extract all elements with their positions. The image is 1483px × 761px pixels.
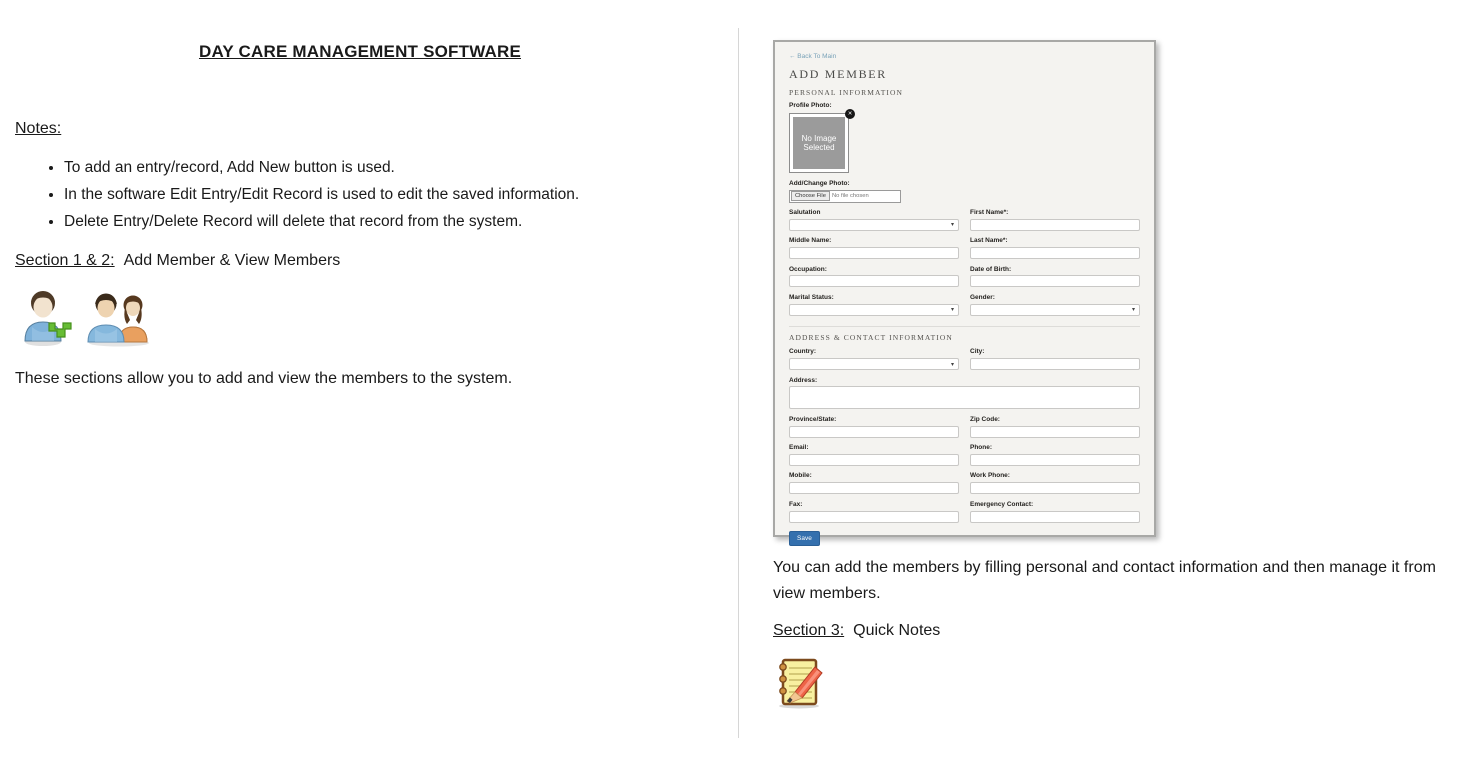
add-member-icon [20, 290, 72, 352]
fax-input[interactable] [789, 511, 959, 523]
section-3-title: Quick Notes [853, 622, 941, 639]
field-label: Last Name*: [970, 237, 1008, 245]
field-label: Gender: [970, 293, 995, 301]
dropdown-caret-icon: ▾ [950, 361, 954, 368]
marital-status-select[interactable] [789, 304, 959, 316]
email-input[interactable] [789, 454, 959, 466]
choose-file-button[interactable]: Choose File [791, 191, 830, 201]
section-icons [20, 290, 153, 352]
note-item: • In the software Edit Entry/Edit Record is used to edit the saved information. [64, 186, 579, 204]
first-name-input[interactable] [970, 219, 1140, 231]
field-label: Email: [789, 444, 809, 452]
field-province-state [789, 416, 959, 438]
field-emergency-contact [970, 501, 1140, 523]
date-of-birth-input[interactable] [970, 275, 1140, 287]
salutation-select[interactable] [789, 219, 959, 231]
form-row [789, 472, 1140, 494]
field-gender [970, 294, 1140, 316]
mobile-input[interactable] [789, 482, 959, 494]
field-label: Emergency Contact: [970, 500, 1034, 508]
field-city [970, 348, 1140, 370]
field-label: City: [970, 348, 985, 356]
personal-fields [789, 209, 1140, 316]
dropdown-caret-icon: ▾ [950, 222, 954, 229]
field-label: Country: [789, 348, 817, 356]
section-1-2-label: Section 1 & 2: [15, 252, 115, 269]
phone-input[interactable] [970, 454, 1140, 466]
page-title: DAY CARE MANAGEMENT SOFTWARE [198, 42, 521, 61]
address-contact-header: ADDRESS & CONTACT INFORMATION [789, 332, 953, 342]
field-label: Zip Code: [970, 415, 1000, 423]
section-3-heading [773, 622, 940, 640]
profile-photo-frame [789, 113, 849, 173]
quick-notes-icon [774, 655, 824, 715]
add-change-photo-label: Add/Change Photo: [789, 179, 850, 187]
city-input[interactable] [970, 358, 1140, 370]
field-label: Phone: [970, 444, 993, 452]
column-divider [738, 28, 739, 738]
save-button[interactable]: Save [789, 531, 820, 546]
occupation-input[interactable] [789, 275, 959, 287]
photo-file-input[interactable] [789, 190, 901, 203]
personal-information-header: PERSONAL INFORMATION [789, 88, 904, 97]
field-label: Middle Name: [789, 237, 832, 245]
emergency-contact-input[interactable] [970, 511, 1140, 523]
form-row [789, 209, 1140, 231]
form-row [789, 237, 1140, 259]
dropdown-caret-icon: ▾ [1131, 307, 1135, 314]
section-divider [789, 326, 1140, 327]
add-member-form-screenshot [773, 40, 1156, 542]
view-members-icon [85, 294, 153, 352]
field-label: Address: [789, 376, 818, 384]
last-name-input[interactable] [970, 247, 1140, 259]
field-date-of-birth [970, 266, 1140, 288]
field-label: Date of Birth: [970, 265, 1012, 273]
profile-photo-area [789, 110, 853, 173]
notes-heading: Notes: [15, 120, 62, 137]
field-label: Occupation: [789, 265, 827, 273]
form-row [789, 444, 1140, 466]
field-occupation [789, 266, 959, 288]
section-1-2-description: These sections allow you to add and view the members to the system. [15, 370, 513, 387]
country-select[interactable] [789, 358, 959, 370]
note-item: • To add an entry/record, Add New button is used. [64, 159, 579, 177]
work-phone-input[interactable] [970, 482, 1140, 494]
field-label: Province/State: [789, 415, 837, 423]
note-item: • Delete Entry/Delete Record will delete that record from the system. [64, 213, 579, 231]
field-label: Marital Status: [789, 293, 834, 301]
field-label: Mobile: [789, 472, 812, 480]
form-title: ADD MEMBER [789, 67, 888, 81]
profile-photo-label: Profile Photo: [789, 102, 832, 109]
back-to-main-link[interactable]: ← Back To Main [789, 53, 837, 60]
form-row [789, 348, 1140, 370]
field-fax [789, 501, 959, 523]
form-row [789, 416, 1140, 438]
form-row [789, 266, 1140, 288]
province-state-input[interactable] [789, 426, 959, 438]
form-row [789, 377, 1140, 410]
section-3-label: Section 3: [773, 622, 845, 639]
field-marital-status [789, 294, 959, 316]
dropdown-caret-icon: ▾ [950, 307, 954, 314]
gender-select[interactable] [970, 304, 1140, 316]
form-row [789, 294, 1140, 316]
field-last-name [970, 237, 1140, 259]
field-label: Fax: [789, 500, 803, 508]
address-fields [789, 348, 1140, 522]
notes-list [45, 159, 579, 240]
form-row [789, 501, 1140, 523]
section-1-2-heading [15, 252, 340, 270]
zip-code-input[interactable] [970, 426, 1140, 438]
section-1-2-title: Add Member & View Members [123, 252, 341, 269]
field-email [789, 444, 959, 466]
middle-name-input[interactable] [789, 247, 959, 259]
field-middle-name [789, 237, 959, 259]
field-first-name [970, 209, 1140, 231]
field-work-phone [970, 472, 1140, 494]
field-country [789, 348, 959, 370]
field-phone [970, 444, 1140, 466]
field-mobile [789, 472, 959, 494]
remove-photo-icon[interactable]: ✕ [845, 109, 855, 119]
no-file-chosen-text: No file chosen [831, 193, 869, 200]
no-image-placeholder: No Image Selected [793, 117, 845, 169]
field-label: Work Phone: [970, 472, 1010, 480]
screenshot-caption: You can add the members by filling personal and contact information and then manage it from view members. [773, 559, 1436, 602]
field-salutation [789, 209, 959, 231]
field-zip-code [970, 416, 1140, 438]
field-label: First Name*: [970, 209, 1009, 217]
field-label: Salutation [789, 209, 821, 217]
field-address [789, 377, 1140, 410]
address-input[interactable] [789, 386, 1140, 409]
